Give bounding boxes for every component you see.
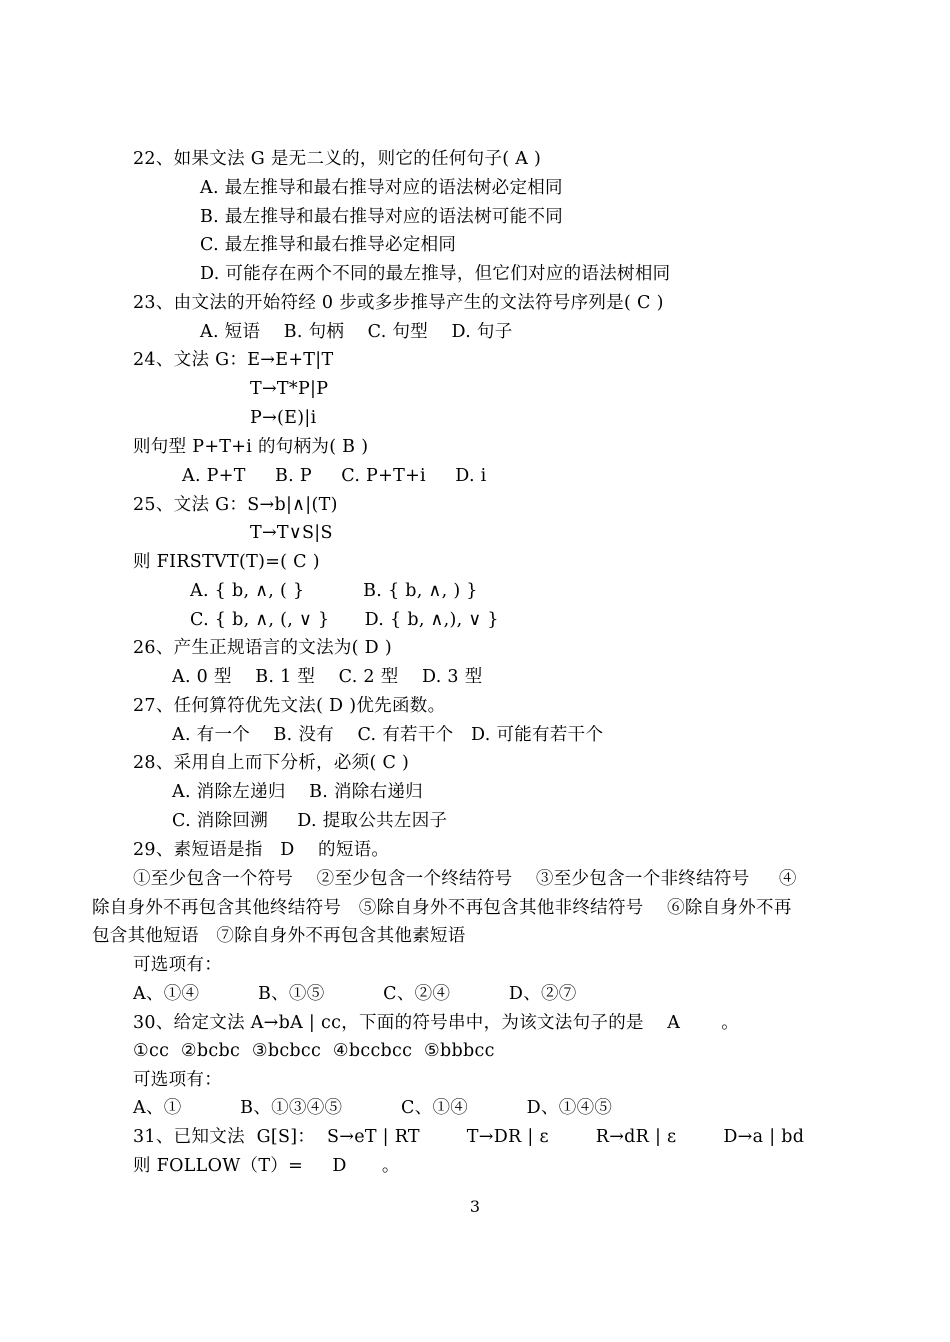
question-29-items-1: ①至少包含一个符号 ②至少包含一个终结符号 ③至少包含一个非终结符号 ④ xyxy=(133,869,797,889)
question-22: 22、如果文法 G 是无二义的，则它的任何句子( A ) xyxy=(133,149,542,169)
question-25-rule-t: T→T∨S|S xyxy=(250,523,333,543)
question-24-rule-t: T→T*P|P xyxy=(250,379,329,399)
question-23-options: A. 短语 B. 句柄 C. 句型 D. 句子 xyxy=(200,322,513,342)
question-29-items-3: 包含其他短语 ⑦除自身外不再包含其他素短语 xyxy=(92,926,466,946)
question-22-option-a: A. 最左推导和最右推导对应的语法树必定相同 xyxy=(200,178,563,198)
question-22-option-d: D. 可能存在两个不同的最左推导，但它们对应的语法树相同 xyxy=(200,264,671,284)
question-29-choices: A、①④ B、①⑤ C、②④ D、②⑦ xyxy=(133,984,577,1004)
question-25-options-cd: C. { b, ∧, (, ∨ } D. { b, ∧,), ∨ } xyxy=(190,610,499,630)
question-28-options-cd: C. 消除回溯 D. 提取公共左因子 xyxy=(172,811,448,831)
question-23: 23、由文法的开始符经 0 步或多步推导产生的文法符号序列是( C ) xyxy=(133,293,664,313)
page-number: 3 xyxy=(469,1197,481,1216)
question-31-prompt: 则 FOLLOW（T）= D 。 xyxy=(133,1156,400,1176)
question-29: 29、素短语是指 D 的短语。 xyxy=(133,840,390,860)
question-29-items-2: 除自身外不再包含其他终结符号 ⑤除自身外不再包含其他非终结符号 ⑥除自身外不再 xyxy=(92,898,792,918)
question-24: 24、文法 G：E→E+T|T xyxy=(133,350,334,370)
question-30-choices: A、① B、①③④⑤ C、①④ D、①④⑤ xyxy=(133,1098,613,1118)
question-22-option-b: B. 最左推导和最右推导对应的语法树可能不同 xyxy=(200,207,564,227)
question-25-prompt: 则 FIRSTVT(T)=( C ) xyxy=(133,552,320,572)
question-25: 25、文法 G：S→b|∧|(T) xyxy=(133,495,338,515)
question-31: 31、已知文法 G[S]： S→eT | RT T→DR | ε R→dR | ε D→a | bd xyxy=(133,1127,805,1147)
question-26-options: A. 0 型 B. 1 型 C. 2 型 D. 3 型 xyxy=(172,667,483,687)
question-25-options-ab: A. { b, ∧, ( } B. { b, ∧, ) } xyxy=(190,581,478,601)
question-24-prompt: 则句型 P+T+i 的句柄为( B ) xyxy=(133,437,369,457)
question-24-rule-p: P→(E)|i xyxy=(250,408,317,428)
question-30-strings: ①cc ②bcbc ③bcbcc ④bccbcc ⑤bbbcc xyxy=(133,1041,495,1061)
question-28: 28、采用自上而下分析，必须( C ) xyxy=(133,753,410,773)
question-27-options: A. 有一个 B. 没有 C. 有若干个 D. 可能有若干个 xyxy=(172,725,604,745)
question-29-choices-label: 可选项有： xyxy=(133,955,222,975)
question-30-choices-label: 可选项有： xyxy=(133,1070,222,1090)
question-27: 27、任何算符优先文法( D )优先函数。 xyxy=(133,696,446,716)
question-22-option-c: C. 最左推导和最右推导必定相同 xyxy=(200,235,457,255)
question-30: 30、给定文法 A→bA | cc，下面的符号串中，为该文法句子的是 A 。 xyxy=(133,1013,740,1033)
question-24-options: A. P+T B. P C. P+T+i D. i xyxy=(182,466,487,486)
question-28-options-ab: A. 消除左递归 B. 消除右递归 xyxy=(172,782,423,802)
question-26: 26、产生正规语言的文法为( D ) xyxy=(133,638,392,658)
